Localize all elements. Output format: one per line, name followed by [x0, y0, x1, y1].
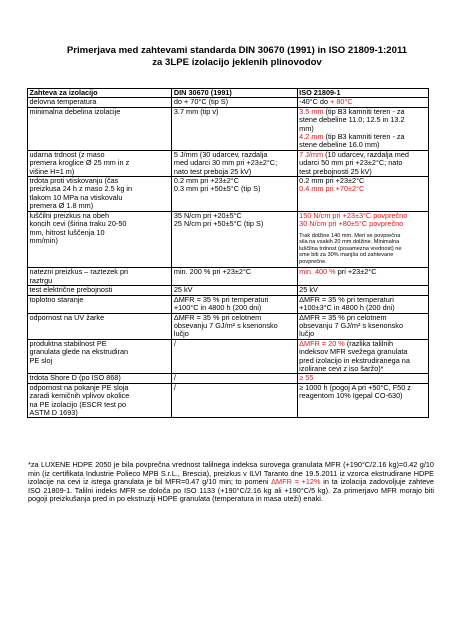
cell-text: ≥ 1000 h (pogoj A pri +50°C, F50 z: [299, 383, 411, 392]
title-line-2: za 3LPE izolacijo jeklenih plinovodov: [152, 57, 322, 68]
cell-line: preizkusa 24 h z maso 2.5 kg in: [29, 184, 133, 194]
note-line: povprečne.: [299, 258, 327, 265]
iso-cell: [297, 107, 428, 150]
cell-line: test električne prebojnosti: [29, 285, 113, 295]
highlighted-value: 30 N/cm pri +80±5°C povprečno: [299, 219, 404, 229]
header-din: DIN 30670 (1991): [172, 89, 297, 98]
requirement-cell: [28, 150, 172, 176]
cell-text: (tip B3 kamniti teren - za: [323, 132, 405, 142]
din-cell: [172, 374, 297, 383]
cell-line: /: [173, 373, 176, 383]
cell-line: ΔMFR = 35 % pri celotnem: [173, 313, 262, 322]
cell-text: indeksov MFR svežega granulata: [299, 347, 408, 357]
table-row: [28, 98, 429, 107]
cell-text: -40°C do: [299, 97, 331, 107]
header-iso: ISO 21809-1: [297, 89, 428, 98]
table-row: [28, 374, 429, 383]
din-cell: [172, 177, 297, 212]
iso-cell: [297, 295, 428, 313]
cell-line: tlakom 10 MPa na vtiskovalu: [29, 192, 123, 202]
iso-cell: [297, 339, 428, 374]
peel-test-note: [299, 233, 426, 266]
din-cell: [172, 313, 297, 339]
din-cell: [172, 150, 297, 176]
note-line: luščilna trdnost (posamezna vrednost) ne: [299, 245, 402, 252]
din-cell: [172, 211, 297, 268]
cell-text: stene debeline 16.0 mm): [299, 140, 380, 150]
cell-line: [299, 304, 426, 312]
cell-line: [299, 374, 426, 382]
highlighted-value: 3.5 mm: [299, 107, 324, 116]
cell-line: do + 70°C (tip S): [173, 97, 229, 107]
cell-text: ΔMFR = 35 % pri temperaturi: [299, 295, 394, 304]
iso-cell: [297, 313, 428, 339]
iso-cell: [297, 150, 428, 176]
header-requirement: Zahteva za izolacijo: [28, 89, 172, 98]
highlighted-value: min. 400 %: [299, 267, 336, 277]
footnote-text-2: in ta izolacija zadovoljuje zahteve ISO 21809-1. Talilni indeks MFR se določa po ISO 1133 (+190°C/2.16 kg ali +190°C/5 kg). Za primerjavo MFR morajo biti pogoji preizkušanja pred in po ekstruziji HDPE granulata (temperatura in masa uteži) enaki.: [28, 477, 434, 504]
cell-line: 25 kV: [173, 285, 193, 295]
cell-text: 0.2 mm pri +23±2°C: [299, 176, 365, 186]
requirement-cell: [28, 383, 172, 418]
cell-line: 35 N/cm pri +20±5°C: [173, 211, 242, 220]
cell-line: [299, 168, 426, 176]
din-cell: [172, 286, 297, 295]
din-cell: [172, 98, 297, 107]
cell-line: koncih cevi (širina traku 20-50: [29, 219, 127, 229]
iso-cell: [297, 211, 428, 268]
cell-line: granulata glede na ekstrudiran: [29, 347, 129, 357]
cell-line: raztrgu: [29, 275, 53, 285]
highlighted-value: ≥ 55: [299, 373, 314, 383]
footnote-highlight: ΔMFR = +12%: [271, 477, 321, 487]
cell-line: udarna trdnost (z maso: [29, 150, 105, 159]
cell-line: [299, 98, 426, 106]
cell-line: 0.3 mm pri +50±5°C (tip S): [173, 184, 261, 194]
requirement-cell: [28, 313, 172, 339]
din-cell: [172, 268, 297, 286]
cell-text: ΔMFR = 35 % pri celotnem: [299, 313, 387, 322]
cell-text: stene debeline 11.0; 12.5 in 13.2: [299, 115, 405, 125]
cell-text: 25 kV: [299, 285, 318, 295]
cell-line: trdota Shore D (po ISO 868): [29, 373, 121, 383]
cell-line: [299, 322, 426, 330]
cell-line: min. 200 % pri +23±2°C: [173, 267, 252, 277]
iso-cell: [297, 374, 428, 383]
cell-text: reagentom 10% Igepal CO-630): [299, 391, 403, 401]
cell-line: produktna stabilnost PE: [29, 339, 107, 348]
highlighted-value: 0.4 mm pri +70±2°C: [299, 184, 365, 194]
cell-line: premera Ø 1.8 mm): [29, 201, 94, 211]
table-row: [28, 268, 429, 286]
din-cell: [172, 383, 297, 418]
iso-cell: [297, 98, 428, 107]
cell-line: [299, 116, 426, 124]
din-cell: [172, 107, 297, 150]
cell-line: med udarci 30 mm pri +23±2°C;: [173, 158, 278, 168]
cell-line: delovna temperatura: [29, 97, 97, 107]
iso-cell: [297, 177, 428, 212]
table-header-row: [28, 89, 429, 98]
table-row: [28, 150, 429, 176]
cell-text: (10 udarcev, razdalja med: [323, 150, 409, 159]
cell-line: luščilni preizkus na obeh: [29, 211, 109, 220]
cell-line: mm, hitrost luščenja 10: [29, 227, 105, 237]
cell-line: trdota proti vtiskovanju (čas: [29, 176, 119, 186]
cell-line: [299, 268, 426, 276]
cell-text: udarci 50 mm pri +23±2°C; nato: [299, 158, 403, 168]
cell-line: [299, 141, 426, 149]
cell-text: pri +23±2°C: [335, 267, 377, 277]
requirement-cell: [28, 211, 172, 268]
cell-line: na PE izolacijo (ESCR test po: [29, 399, 127, 409]
requirement-cell: [28, 286, 172, 295]
cell-line: [299, 392, 426, 400]
cell-line: [299, 365, 426, 373]
table-row: [28, 383, 429, 418]
cell-line: mm/min): [29, 235, 58, 245]
footnote: [28, 461, 434, 504]
title-line-1: Primerjava med zahtevami standarda DIN 30670 (1991) in ISO 21809-1:2011: [66, 45, 408, 56]
requirement-cell: [28, 295, 172, 313]
comparison-table: [27, 88, 429, 418]
cell-text: (razlika talilnih: [344, 339, 394, 348]
iso-cell: [297, 268, 428, 286]
iso-cell: [297, 286, 428, 295]
cell-line: 5 J/mm (30 udarcev, razdalja: [173, 150, 268, 159]
document-title: [40, 45, 434, 69]
table-row: [28, 339, 429, 374]
cell-line: toplotno staranje: [29, 295, 84, 304]
cell-line: PE sloj: [29, 355, 53, 365]
cell-text: lučjo: [299, 329, 315, 339]
cell-line: [299, 330, 426, 338]
requirement-cell: [28, 107, 172, 150]
requirement-cell: [28, 177, 172, 212]
din-cell: [172, 339, 297, 374]
din-cell: [172, 295, 297, 313]
cell-line: 25 N/cm pri +50±5°C (tip S): [173, 219, 264, 229]
table-row: [28, 313, 429, 339]
highlighted-value: 4.2 mm: [299, 132, 324, 142]
cell-line: [299, 286, 426, 294]
highlighted-value: + 80°C: [330, 97, 353, 107]
cell-line: nato test preboja 25 kV): [173, 166, 252, 176]
cell-line: obsevanju 7 GJ/m² s ksenonsko: [173, 320, 278, 330]
highlighted-value: 7 J/mm: [299, 150, 324, 159]
cell-text: mm): [299, 123, 314, 133]
cell-line: minimalna debelina izolacije: [29, 107, 121, 116]
note-line: sila na vsakih 20 mm dolžine. Minimalna: [299, 239, 400, 246]
requirement-cell: [28, 374, 172, 383]
table-row: [28, 211, 429, 268]
cell-line: /: [173, 339, 176, 348]
cell-line: [299, 185, 426, 193]
cell-line: ΔMFR = 35 % pri temperaturi: [173, 295, 269, 304]
requirement-cell: [28, 268, 172, 286]
cell-text: (tip B3 kamniti teren - za: [323, 107, 405, 116]
table-row: [28, 295, 429, 313]
cell-text: test prebojnosti 25 kV): [299, 166, 372, 176]
cell-text: +100±3°C in 4800 h (200 dni): [299, 303, 395, 313]
requirement-cell: [28, 98, 172, 107]
note-line: sme biti za 30% manjša od zahtevane: [299, 252, 394, 259]
cell-text: izolirane cevi z iso šaržo)*: [299, 363, 384, 373]
cell-line: lučjo: [173, 329, 189, 339]
table-row: [28, 286, 429, 295]
highlighted-value: 150 N/cm pri +23±3°C povprečno: [299, 211, 408, 220]
table-row: [28, 177, 429, 212]
table-row: [28, 107, 429, 150]
cell-text: obsevanju 7 GJ/m² s ksenonsko: [299, 320, 403, 330]
cell-line: natezni preizkus – raztezek pri: [29, 267, 129, 277]
iso-cell: [297, 383, 428, 418]
footnote-text-1: *za LUXENE HDPE 2050 je bila povprečna vrednost talilnega indeksa surovega granulata MFR (+190°C/2.16 kg)=0.42 g/10 min (iz certifikata Industrie Polieco MPB S.r.L., Brescia), preizkus v ILVI Taranto dne 19.5.2011 iz vzorca ekstrudirane HDPE izolacije na cevi iz istega granulata je bil MFR=0.47 g/10 min; to pomeni: [28, 460, 434, 487]
cell-line: premera kroglice Ø 25 mm in z: [29, 158, 130, 168]
cell-line: odpornost na pokanje PE sloja: [29, 383, 129, 392]
cell-line: +100°C in 4800 h (200 dni): [173, 303, 262, 313]
cell-line: ASTM D 1693): [29, 407, 78, 417]
cell-line: 3.7 mm (tip v): [173, 107, 219, 116]
cell-line: 0.2 mm pri +23±2°C: [173, 176, 239, 186]
cell-text: pred izolacijo in ekstrudiranega na: [299, 355, 410, 365]
cell-line: odpornost na UV žarke: [29, 313, 105, 322]
cell-line: /: [173, 383, 176, 392]
note-line: Trak dolžine 140 mm. Meri se povprečna: [299, 232, 401, 239]
requirement-cell: [28, 339, 172, 374]
cell-line: [299, 220, 426, 228]
cell-line: zaradi kemičnih vplivov okolice: [29, 391, 130, 401]
cell-line: višine H=1 m): [29, 166, 75, 176]
highlighted-value: ΔMFR = 20 %: [299, 339, 345, 348]
